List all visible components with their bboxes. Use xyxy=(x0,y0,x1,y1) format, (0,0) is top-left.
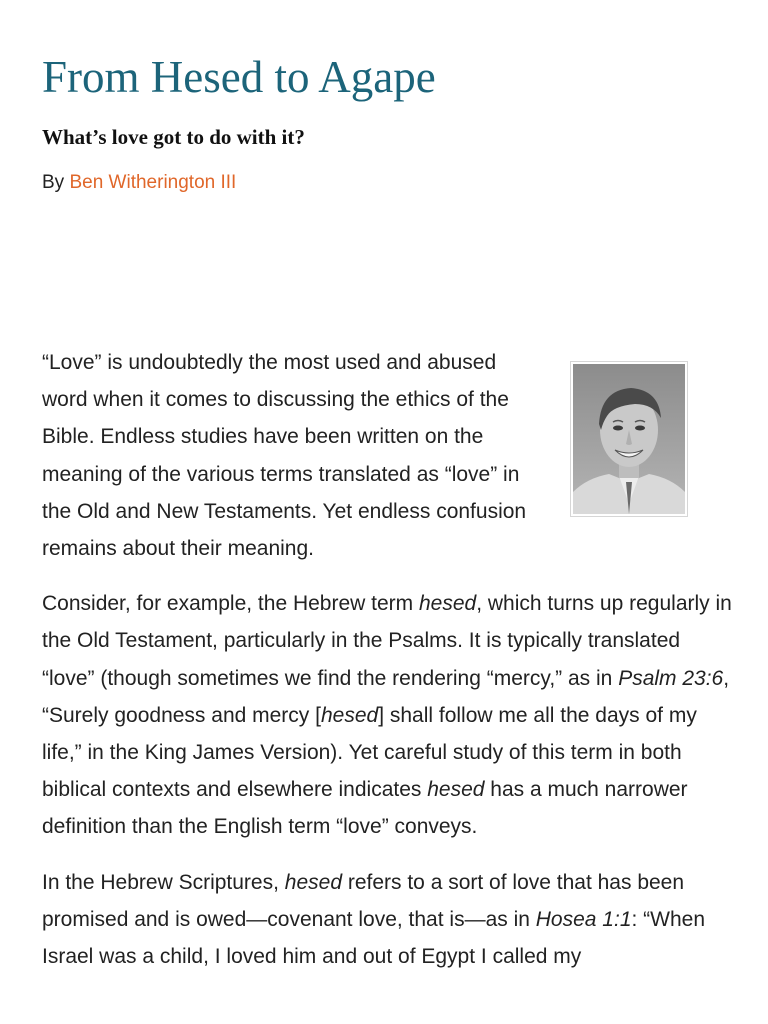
text-span: refers to a sort of love that has been promised and is owed—covenant love, that is—as in xyxy=(42,870,685,931)
text-span: , “Surely goodness and mercy [ xyxy=(42,666,730,727)
paragraph-3 xyxy=(42,864,732,976)
paragraph-2 xyxy=(42,585,732,845)
byline-prefix: By xyxy=(42,172,65,193)
text-span: , which turns up regularly in the Old Testament, particularly in the Psalms. It is typically translated “love” (though sometimes we find the rendering “mercy,” as in xyxy=(42,592,732,690)
article-subtitle: What’s love got to do with it? xyxy=(42,125,305,149)
italic-term: hesed xyxy=(427,778,485,802)
scripture-reference: Psalm 23:6 xyxy=(618,666,724,690)
author-link[interactable]: Ben Witherington III xyxy=(69,172,237,193)
paragraph-1: “Love” is undoubtedly the most used and abused word when it comes to discussing the ethics of the Bible. Endless studies have been written on the meaning of the various terms translated as “love” in the Old and New Testaments. Yet endless confusion remains about their meaning. xyxy=(42,351,527,561)
text-span: has a much narrower definition than the English term “love” conveys. xyxy=(42,778,688,839)
scripture-reference: Hosea 1:1 xyxy=(535,907,632,931)
article-body xyxy=(42,344,732,993)
article-title: From Hesed to Agape xyxy=(42,52,436,102)
text-span: Consider, for example, the Hebrew term xyxy=(42,592,419,616)
byline xyxy=(42,169,236,197)
text-span: ] shall follow me all the days of my life,” in the King James Version). Yet careful study of this term in both biblical contexts and elsewhere indicates xyxy=(42,703,697,802)
italic-term: hesed xyxy=(419,592,477,616)
author-portrait xyxy=(570,361,688,517)
text-span: In the Hebrew Scriptures, xyxy=(42,870,285,894)
text-span: : “When Israel was a child, I loved him and out of Egypt I called my xyxy=(42,907,706,969)
italic-term: hesed xyxy=(320,703,379,727)
italic-term: hesed xyxy=(284,870,342,894)
